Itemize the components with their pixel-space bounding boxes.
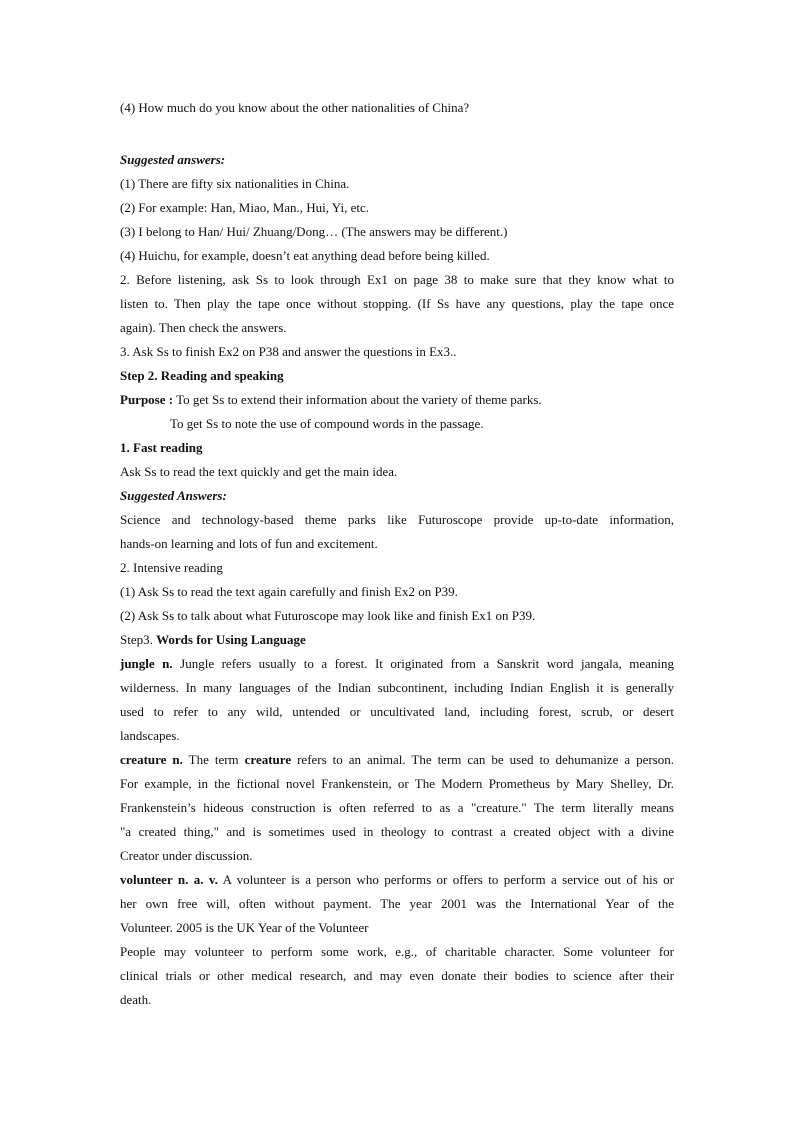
creature-term: creature n. [120, 752, 183, 767]
purpose-line-2: To get Ss to note the use of compound words in the passage. [170, 416, 484, 431]
volunteer-line-3: Volunteer. 2005 is the UK Year of the Volunteer [120, 920, 369, 935]
suggested-answer-line-2: hands-on learning and lots of fun and excitement. [120, 536, 378, 551]
intensive-reading-heading: 2. Intensive reading [120, 560, 223, 575]
listening-line-3: again). Then check the answers. [120, 320, 287, 335]
creature-word: creature [244, 752, 292, 767]
volunteer-text-1: A volunteer is a person who performs or offers to perform a service out of his or [217, 872, 674, 887]
answer-2: (2) For example: Han, Miao, Man., Hui, Yi, etc. [120, 200, 369, 215]
suggested-answer-line-1: Science and technology-based theme parks like Futuroscope provide up-to-date information, [120, 512, 674, 527]
intensive-item-2: (2) Ask Ss to talk about what Futuroscope may look like and finish Ex1 on P39. [120, 608, 536, 623]
volunteer-line-6: death. [120, 992, 152, 1007]
jungle-line-1 [120, 652, 674, 676]
volunteer-line-5: clinical trials or other medical research, and may even donate their bodies to science after their [120, 968, 674, 983]
ex3-instruction: 3. Ask Ss to finish Ex2 on P38 and answer the questions in Ex3.. [120, 344, 457, 359]
step3-heading [120, 628, 674, 652]
answer-3: (3) I belong to Han/ Hui/ Zhuang/Dong… (The answers may be different.) [120, 224, 508, 239]
step3-prefix: Step3. [120, 632, 157, 647]
answer-4: (4) Huichu, for example, doesn’t eat anything dead before being killed. [120, 248, 490, 263]
question-4: (4) How much do you know about the other nationalities of China? [120, 100, 470, 115]
jungle-line-3: used to refer to any wild, untended or uncultivated land, including forest, scrub, or desert [120, 704, 674, 719]
document-page [120, 96, 674, 1012]
step2-heading: Step 2. Reading and speaking [120, 368, 284, 383]
answer-1: (1) There are fifty six nationalities in China. [120, 176, 350, 191]
jungle-text-1: Jungle refers usually to a forest. It originated from a Sanskrit word jangala, meaning [172, 656, 675, 671]
jungle-term: jungle n. [120, 656, 173, 671]
jungle-line-2: wilderness. In many languages of the Indian subcontinent, including Indian English it is generally [120, 680, 674, 695]
creature-line-1 [120, 748, 674, 772]
creature-line-4: "a created thing," and is sometimes used in theology to contrast a created object with a divine [120, 824, 674, 839]
creature-line-2: For example, in the fictional novel Frankenstein, or The Modern Prometheus by Mary Shelley, Dr. [120, 776, 674, 791]
listening-line-2: listen to. Then play the tape once without stopping. (If Ss have any questions, play the tape once [120, 296, 674, 311]
listening-line-1: 2. Before listening, ask Ss to look through Ex1 on page 38 to make sure that they know what to [120, 272, 674, 287]
fast-reading-heading: 1. Fast reading [120, 440, 203, 455]
purpose-text-1: To get Ss to extend their information about the variety of theme parks. [173, 392, 542, 407]
creature-line-3: Frankenstein’s hideous construction is often referred to as a "creature." The term literally means [120, 800, 674, 815]
creature-text-1c: refers to an animal. The term can be used to dehumanize a person. [291, 752, 674, 767]
creature-line-5: Creator under discussion. [120, 848, 253, 863]
volunteer-line-2: her own free will, often without payment. The year 2001 was the International Year of the [120, 896, 674, 911]
volunteer-term: volunteer n. a. v. [120, 872, 218, 887]
suggested-answers-heading-2: Suggested Answers: [120, 488, 227, 503]
intensive-item-1: (1) Ask Ss to read the text again carefully and finish Ex2 on P39. [120, 584, 458, 599]
jungle-line-4: landscapes. [120, 728, 180, 743]
step3-title: Words for Using Language [156, 632, 306, 647]
spacer [120, 120, 674, 148]
volunteer-line-1 [120, 868, 674, 892]
volunteer-line-4: People may volunteer to perform some work, e.g., of charitable character. Some volunteer for [120, 944, 674, 959]
purpose-label: Purpose : [120, 392, 174, 407]
fast-reading-text: Ask Ss to read the text quickly and get the main idea. [120, 464, 398, 479]
suggested-answers-heading: Suggested answers: [120, 152, 226, 167]
creature-text-1a: The term [182, 752, 245, 767]
purpose-line-1 [120, 388, 674, 412]
